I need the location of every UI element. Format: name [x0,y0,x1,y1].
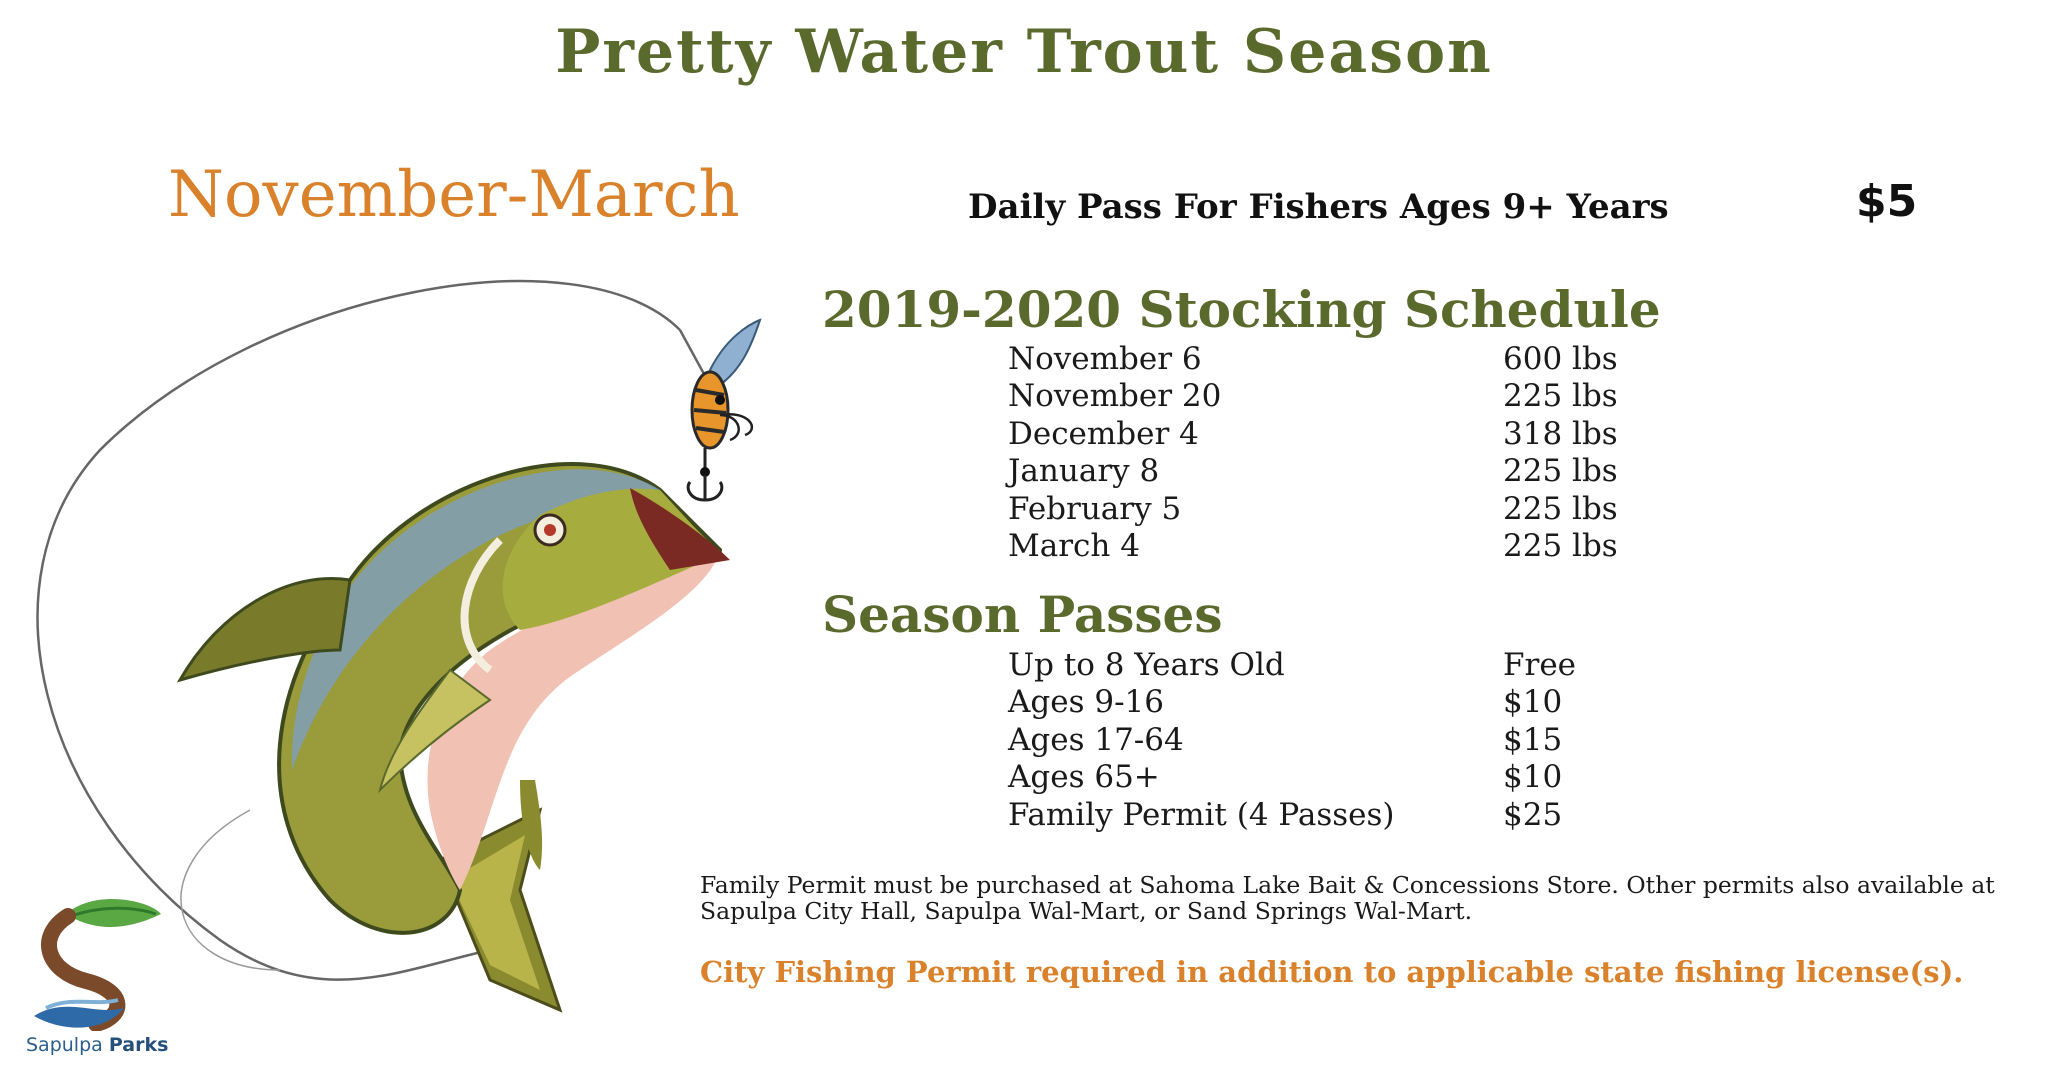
sapulpa-parks-wordmark [26,1034,168,1056]
pass-row-value: $10 [1503,759,1563,796]
stocking-row [1008,340,1708,378]
pass-row-label: Ages 9-16 [1008,684,1164,721]
stocking-row-label: November 20 [1008,378,1222,415]
stocking-row [1008,453,1708,491]
stocking-row-value: 225 lbs [1503,490,1618,527]
season-passes-title: Season Passes [822,585,1223,644]
stocking-row-label: March 4 [1008,528,1140,565]
page-title: Pretty Water Trout Season [555,17,1493,87]
stocking-row-value: 318 lbs [1503,415,1618,452]
stocking-row-value: 600 lbs [1503,340,1618,377]
pass-row [1008,646,1708,684]
stocking-row [1008,490,1708,528]
pass-row-label: Ages 65+ [1008,759,1160,796]
pass-row-value: $15 [1503,721,1563,758]
pass-row-label: Family Permit (4 Passes) [1008,796,1395,833]
pass-row [1008,684,1708,722]
stocking-row [1008,378,1708,416]
stocking-row-label: December 4 [1008,415,1199,452]
permit-purchase-note: Family Permit must be purchased at Sahoma Lake Bait & Concessions Store. Other permits also available at Sapulpa City Hall, Sapulpa Wal-Mart, or Sand Springs Wal-Mart. [700,871,1995,925]
pass-row-value: Free [1503,646,1577,683]
stocking-row [1008,415,1708,453]
stocking-schedule-title: 2019-2020 Stocking Schedule [822,280,1661,339]
pass-row [1008,721,1708,759]
stocking-row [1008,528,1708,566]
permit-warning: City Fishing Permit required in addition to applicable state fishing license(s). [700,955,1964,989]
stocking-row-label: November 6 [1008,340,1202,377]
pass-row [1008,759,1708,797]
pass-row-label: Up to 8 Years Old [1008,646,1285,683]
logo-text-parks: Parks [108,1034,169,1056]
sapulpa-parks-logo [26,896,166,1031]
stocking-schedule-table [1008,340,1708,565]
pass-row-value: $10 [1503,684,1563,721]
pass-row-label: Ages 17-64 [1008,721,1184,758]
stocking-row-value: 225 lbs [1503,378,1618,415]
season-passes-table [1008,646,1708,834]
season-months: November-March [168,158,740,232]
pass-row-value: $25 [1503,796,1563,833]
stocking-row-value: 225 lbs [1503,528,1618,565]
logo-text-sapulpa: Sapulpa [26,1034,103,1056]
pass-row [1008,796,1708,834]
fishing-lure [688,320,760,500]
stocking-row-label: January 8 [1008,453,1160,490]
daily-pass-price: $5 [1856,176,1918,227]
daily-pass-label: Daily Pass For Fishers Ages 9+ Years [968,187,1669,227]
stocking-row-value: 225 lbs [1503,453,1618,490]
stocking-row-label: February 5 [1008,490,1182,527]
